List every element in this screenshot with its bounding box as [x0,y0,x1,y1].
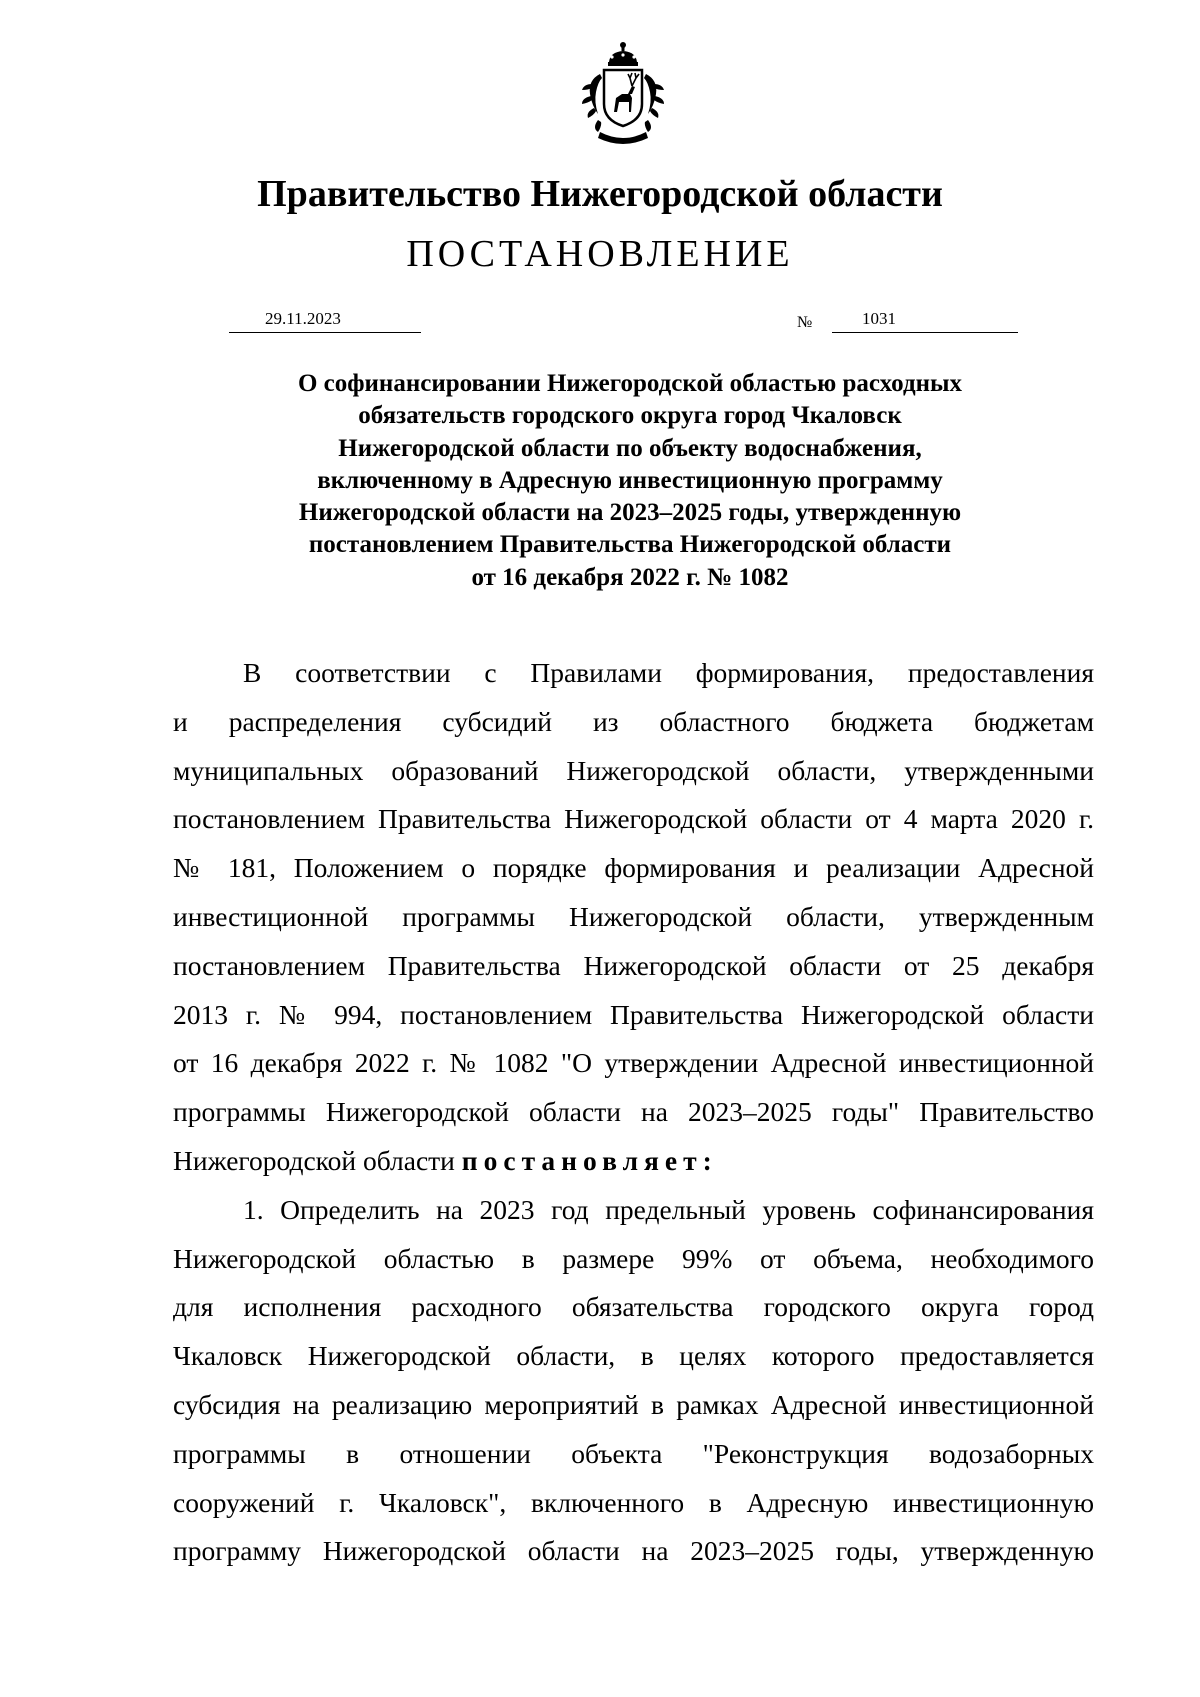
body-line: инвестиционной программы Нижегородской области, утвержденным [173,900,1094,932]
body-line: Нижегородской областью в размере 99% от объема, необходимого [173,1242,1094,1274]
document-subject [200,368,1060,594]
body-line: 1. Определить на 2023 год предельный уровень софинансирования [243,1193,1094,1225]
body-line: постановлением Правительства Нижегородской области от 25 декабря [173,949,1094,981]
date-field [229,306,421,333]
body-line: Чкаловск Нижегородской области, в целях которого предоставляется [173,1340,1094,1372]
body-line: для исполнения расходного обязательства городского округа город [173,1291,1094,1323]
body-line: № 181, Положением о порядке формирования и реализации Адресной [173,852,1094,884]
document-number: 1031 [862,309,896,328]
document-type: ПОСТАНОВЛЕНИЕ [406,233,794,275]
subject-line: включенному в Адресную инвестиционную программу [317,466,943,494]
resolves-keyword: постановляет: [461,1144,718,1176]
organization-title: Правительство Нижегородской области [257,173,943,215]
body-line: В соответствии с Правилами формирования, предоставления [243,657,1094,688]
subject-line: обязательств городского округа город Чкаловск [358,402,902,430]
number-label: № [797,314,813,331]
subject-line: О софинансировании Нижегородской областью расходных [297,370,963,397]
body-line: субсидия на реализацию мероприятий в рамках Адресной инвестиционной [173,1388,1094,1420]
subject-line: Нижегородской области по объекту водоснабжения, [338,434,922,462]
body-line: программы Нижегородской области на 2023–2025 годы" Правительство [173,1096,1094,1128]
body-line: программу Нижегородской области на 2023–2025 годы, утвержденную [173,1535,1094,1567]
subject-line: Нижегородской области на 2023–2025 годы, утвержденную [298,499,962,527]
body-line: и распределения субсидий из областного бюджета бюджетам [173,705,1094,737]
subject-line: постановлением Правительства Нижегородской области [308,531,952,559]
body-line-closing [173,1137,1094,1186]
document-date: 29.11.2023 [265,309,341,328]
coat-of-arms-icon [574,40,672,146]
document-body [173,649,1094,1576]
subject-line: от 16 декабря 2022 г. № 1082 [471,563,789,591]
body-line: 2013 г. № 994, постановлением Правительства Нижегородской области [173,998,1094,1030]
body-line: постановлением Правительства Нижегородской области от 4 марта 2020 г. [173,803,1094,835]
body-line: сооружений г. Чкаловск", включенного в Адресную инвестиционную [173,1486,1094,1518]
body-line: муниципальных образований Нижегородской области, утвержденными [173,754,1094,786]
body-line: от 16 декабря 2022 г. № 1082 "О утверждении Адресной инвестиционной [173,1047,1094,1079]
body-line: программы в отношении объекта "Реконструкция водозаборных [173,1437,1094,1469]
closing-prefix: Нижегородской области [173,1144,462,1176]
number-field [832,306,1018,333]
